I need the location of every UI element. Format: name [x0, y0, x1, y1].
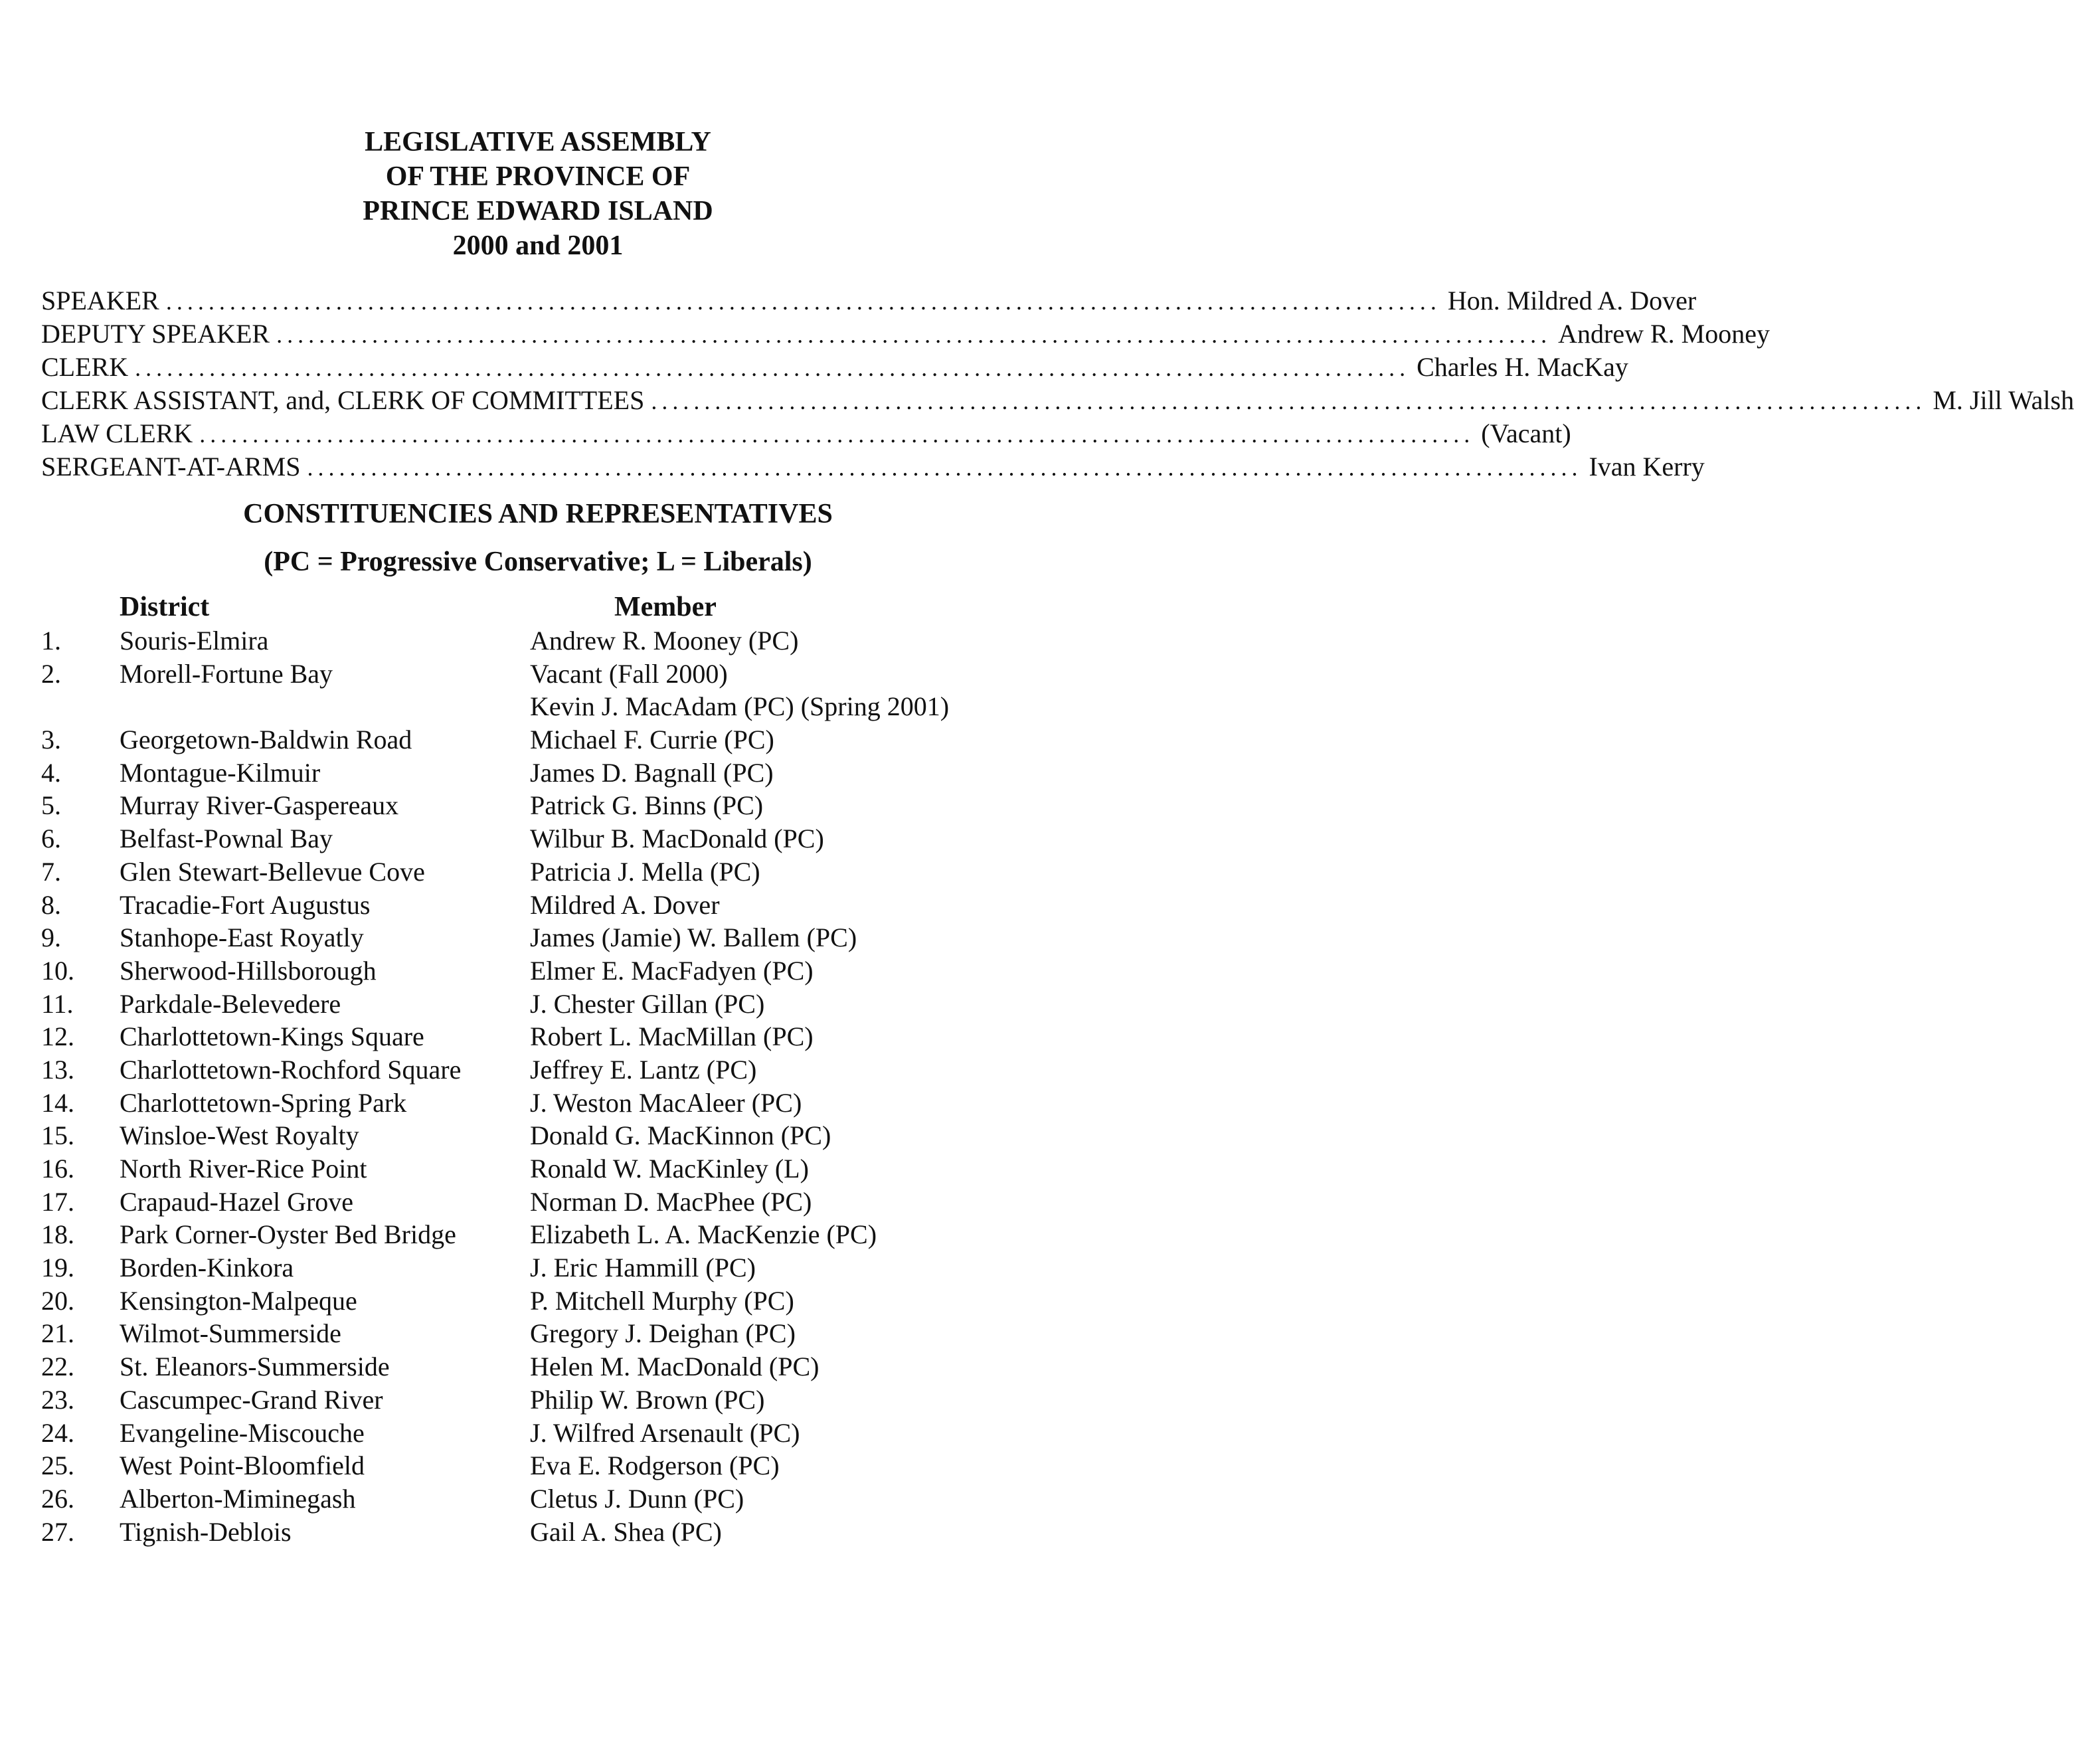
officer-name: Andrew R. Mooney — [1558, 319, 1770, 349]
member-name: Cletus J. Dunn (PC) — [530, 1483, 744, 1514]
district-name: North River-Rice Point — [120, 1154, 367, 1184]
member-name: Eva E. Rodgerson (PC) — [530, 1451, 780, 1481]
member-name: Andrew R. Mooney (PC) — [530, 626, 799, 656]
list-item — [0, 1449, 1076, 1482]
member-name: Vacant (Fall 2000) — [530, 658, 728, 689]
district-name: Kensington-Malpeque — [120, 1285, 357, 1316]
district-name: Parkdale-Belevedere — [120, 988, 341, 1019]
officer-title: CLERK ASSISTANT, and, CLERK OF COMMITTEES — [41, 385, 645, 415]
officer-name: (Vacant) — [1481, 418, 1571, 448]
district-number: 13. — [41, 1054, 74, 1085]
district-number: 27. — [41, 1516, 74, 1547]
list-item — [0, 1350, 1076, 1383]
district-number: 1. — [41, 626, 61, 656]
member-name: Ronald W. MacKinley (L) — [530, 1154, 809, 1184]
officer-row-law-clerk — [41, 417, 1571, 450]
officer-title: LAW CLERK — [41, 418, 193, 448]
officer-row-clerk-assistant — [41, 384, 2074, 417]
member-name: Patrick G. Binns (PC) — [530, 790, 764, 821]
district-number: 4. — [41, 757, 61, 788]
officer-name: Charles H. MacKay — [1417, 352, 1628, 382]
member-name: J. Eric Hammill (PC) — [530, 1253, 756, 1283]
list-item — [0, 1087, 1076, 1120]
district-name: Stanhope-East Royatly — [120, 923, 364, 953]
list-item — [0, 1417, 1076, 1450]
district-number: 12. — [41, 1021, 74, 1052]
district-name: Evangeline-Miscouche — [120, 1417, 365, 1448]
district-number: 17. — [41, 1186, 74, 1217]
district-number: 10. — [41, 955, 74, 986]
district-number: 18. — [41, 1219, 74, 1250]
district-number: 24. — [41, 1417, 74, 1448]
district-name: Georgetown-Baldwin Road — [120, 725, 412, 755]
district-number: 25. — [41, 1451, 74, 1481]
district-name: Borden-Kinkora — [120, 1253, 294, 1283]
leader-dots: ........................................................................................................................ — [165, 288, 1441, 315]
member-name: Philip W. Brown (PC) — [530, 1384, 765, 1415]
district-name: Montague-Kilmuir — [120, 757, 321, 788]
list-item — [0, 921, 1076, 954]
district-name: Cascumpec-Grand River — [120, 1384, 383, 1415]
leader-dots: ........................................................................................................................ — [276, 321, 1552, 348]
member-name: Michael F. Currie (PC) — [530, 725, 774, 755]
member-name: James D. Bagnall (PC) — [530, 757, 774, 788]
title-line-4: 2000 and 2001 — [452, 230, 624, 261]
officer-row-sergeant-at-arms — [41, 450, 1705, 484]
district-name: Park Corner-Oyster Bed Bridge — [120, 1219, 456, 1250]
leader-dots: ........................................................................................................................ — [307, 454, 1583, 481]
list-item — [0, 1020, 1076, 1053]
district-number: 8. — [41, 889, 61, 920]
district-name: Crapaud-Hazel Grove — [120, 1186, 354, 1217]
member-name: Wilbur B. MacDonald (PC) — [530, 824, 824, 854]
district-name: Souris-Elmira — [120, 626, 269, 656]
member-name: Kevin J. MacAdam (PC) (Spring 2001) — [530, 691, 950, 722]
officer-row-speaker — [41, 284, 1697, 317]
column-header-member: Member — [614, 592, 717, 622]
district-number: 26. — [41, 1483, 74, 1514]
list-item — [0, 855, 1076, 889]
district-number: 3. — [41, 725, 61, 755]
column-header-district: District — [120, 592, 210, 622]
district-number: 16. — [41, 1154, 74, 1184]
document-title — [0, 125, 1076, 263]
member-name: Elizabeth L. A. MacKenzie (PC) — [530, 1219, 877, 1250]
list-item — [0, 954, 1076, 988]
officer-title: CLERK — [41, 352, 129, 382]
district-name: Belfast-Pownal Bay — [120, 824, 333, 854]
district-name: Charlottetown-Spring Park — [120, 1087, 407, 1118]
member-name: Patricia J. Mella (PC) — [530, 856, 760, 887]
district-number: 20. — [41, 1285, 74, 1316]
district-name: Tracadie-Fort Augustus — [120, 889, 371, 920]
list-item — [0, 723, 1076, 756]
list-item — [0, 789, 1076, 822]
title-line-3: PRINCE EDWARD ISLAND — [363, 196, 713, 226]
member-name: Donald G. MacKinnon (PC) — [530, 1120, 831, 1151]
district-number: 14. — [41, 1087, 74, 1118]
leader-dots: ........................................................................................................................ — [135, 355, 1411, 381]
list-item — [0, 1317, 1076, 1350]
officer-name: Ivan Kerry — [1589, 452, 1705, 482]
list-item — [0, 988, 1076, 1021]
district-name: Wilmot-Summerside — [120, 1318, 341, 1349]
district-name: Murray River-Gaspereaux — [120, 790, 399, 821]
member-name: Gail A. Shea (PC) — [530, 1516, 722, 1547]
member-name: Elmer E. MacFadyen (PC) — [530, 955, 814, 986]
list-item — [0, 1053, 1076, 1087]
member-name: Mildred A. Dover — [530, 889, 720, 920]
district-number: 23. — [41, 1384, 74, 1415]
list-item — [0, 1186, 1076, 1219]
officers-list — [41, 284, 2074, 484]
officer-title: SERGEANT-AT-ARMS — [41, 452, 301, 482]
officer-name: Hon. Mildred A. Dover — [1447, 286, 1697, 315]
list-item — [0, 1284, 1076, 1318]
list-item — [0, 756, 1076, 790]
district-number: 2. — [41, 658, 61, 689]
member-name: James (Jamie) W. Ballem (PC) — [530, 923, 857, 953]
officer-row-deputy-speaker — [41, 317, 1770, 351]
leader-dots: ........................................................................................................................ — [651, 388, 1927, 414]
member-name: Jeffrey E. Lantz (PC) — [530, 1054, 757, 1085]
district-number: 19. — [41, 1253, 74, 1283]
district-name: St. Eleanors-Summerside — [120, 1352, 390, 1382]
district-name: Charlottetown-Rochford Square — [120, 1054, 462, 1085]
district-name: Glen Stewart-Bellevue Cove — [120, 856, 425, 887]
district-number: 5. — [41, 790, 61, 821]
district-name: West Point-Bloomfield — [120, 1451, 365, 1481]
title-line-2: OF THE PROVINCE OF — [385, 161, 691, 192]
member-name: J. Weston MacAleer (PC) — [530, 1087, 802, 1118]
district-name: Tignish-Deblois — [120, 1516, 292, 1547]
district-number: 21. — [41, 1318, 74, 1349]
list-item — [0, 690, 1076, 723]
member-name: P. Mitchell Murphy (PC) — [530, 1285, 794, 1316]
member-name: Gregory J. Deighan (PC) — [530, 1318, 796, 1349]
district-name: Morell-Fortune Bay — [120, 658, 333, 689]
district-number: 11. — [41, 988, 74, 1019]
officer-name: M. Jill Walsh — [1933, 385, 2074, 415]
district-name: Winsloe-West Royalty — [120, 1120, 359, 1151]
party-legend: (PC = Progressive Conservative; L = Liberals) — [264, 547, 812, 577]
list-item — [0, 1119, 1076, 1152]
leader-dots: ........................................................................................................................ — [199, 421, 1475, 448]
member-name: J. Chester Gillan (PC) — [530, 988, 765, 1019]
list-item — [0, 822, 1076, 855]
member-name: Norman D. MacPhee (PC) — [530, 1186, 812, 1217]
list-item — [0, 1482, 1076, 1516]
district-name: Sherwood-Hillsborough — [120, 955, 377, 986]
member-name: Helen M. MacDonald (PC) — [530, 1352, 820, 1382]
district-number: 9. — [41, 923, 61, 953]
officer-title: DEPUTY SPEAKER — [41, 319, 270, 349]
list-item — [0, 624, 1076, 658]
district-number: 15. — [41, 1120, 74, 1151]
district-number: 7. — [41, 856, 61, 887]
list-item — [0, 1218, 1076, 1251]
member-name: Robert L. MacMillan (PC) — [530, 1021, 814, 1052]
list-item — [0, 1152, 1076, 1186]
officer-title: SPEAKER — [41, 286, 159, 315]
section-heading: CONSTITUENCIES AND REPRESENTATIVES — [243, 499, 833, 529]
list-item — [0, 1383, 1076, 1417]
officer-row-clerk — [41, 351, 1628, 384]
list-item — [0, 889, 1076, 922]
district-name: Alberton-Miminegash — [120, 1483, 356, 1514]
list-item — [0, 658, 1076, 691]
representatives-list — [0, 624, 1076, 1548]
member-name: J. Wilfred Arsenault (PC) — [530, 1417, 800, 1448]
district-name: Charlottetown-Kings Square — [120, 1021, 424, 1052]
list-item — [0, 1251, 1076, 1284]
district-number: 22. — [41, 1352, 74, 1382]
district-number: 6. — [41, 824, 61, 854]
title-line-1: LEGISLATIVE ASSEMBLY — [365, 127, 711, 157]
list-item — [0, 1516, 1076, 1549]
